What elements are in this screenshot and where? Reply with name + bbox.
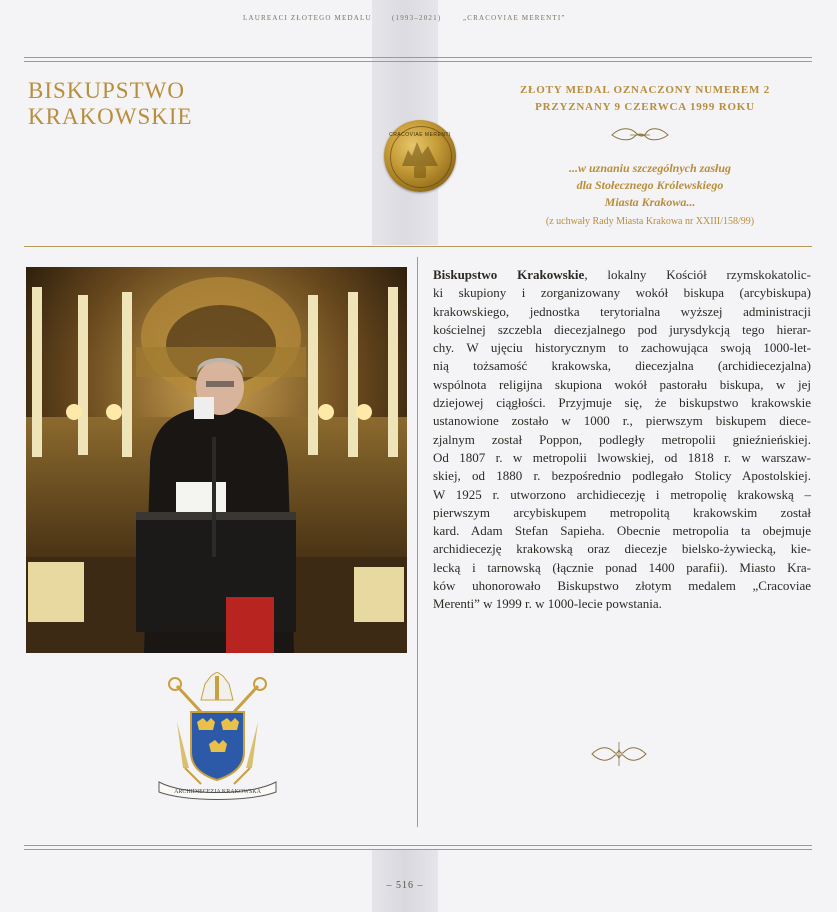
header-rule: [24, 57, 812, 62]
section-title-line-1: BISKUPSTWO: [28, 78, 185, 103]
article-line-4: kościelnej szczebla diecezjalnego pod jurysdykcją tego hierar-: [433, 321, 811, 337]
article-line-2: ki skupiony i zorganizowany wokół biskupa (arcybiskupa): [433, 285, 811, 301]
ornament-flourish-icon: [610, 125, 670, 145]
award-source: (z uchwały Rady Miasta Krakowa nr XXIII/158/99): [545, 216, 755, 227]
article-line-11: Od 1807 r. w metropolii lwowskiej, od 1818 r. w warszaw-: [433, 449, 811, 465]
section-title: [28, 78, 268, 130]
award-quote: [480, 160, 820, 211]
article-line-17: lecką i tarnowską (łącznie ponad 1400 parafii). Miasto Kra-: [433, 559, 811, 575]
article-line-12: skiej, od 1880 r. bezpośrednio podlegało Stolicy Apostolskiej.: [433, 468, 811, 484]
article-line-14: pierwszym arcybiskupem metropolitą krakowskim został: [433, 504, 811, 520]
award-quote-line-2: dla Stołecznego Królewskiego: [576, 178, 724, 192]
article-line-13: W 1925 r. utworzono archidiecezję i metropolię krakowską –: [433, 486, 811, 502]
article-line-8: dziejowej ciągłości. Przyjmuje się, że biskupstwo krakowskie: [433, 395, 811, 411]
article-line-18: ków uhonorowało Biskupstwo złotym medalem „Cracoviae: [433, 578, 811, 594]
footer-rule: [24, 845, 812, 850]
award-quote-line-1: ...w uznaniu szczególnych zasług: [568, 161, 732, 175]
article-body: [433, 266, 811, 614]
page-number: – 516 –: [386, 880, 424, 891]
article-line-7: wspólnota religijna skupiona wokół pastorału biskupa, w jej: [433, 376, 811, 392]
coat-ribbon-text: ARCHIDIECEZJA KRAKOWSKA: [174, 789, 261, 795]
running-head: [0, 14, 837, 28]
award-quote-line-3: Miasta Krakowa...: [604, 195, 696, 209]
running-head-left: LAUREACI ZŁOTEGO MEDALU: [243, 14, 372, 22]
photo-scene: [26, 267, 407, 653]
award-title: [470, 82, 820, 116]
article-lead: Biskupstwo Krakowskie: [433, 267, 585, 282]
medal-relief-icon: [384, 120, 456, 192]
column-divider: [417, 257, 418, 827]
article-line-19: Merenti” w 1999 r. w 1000-lecie powstania.: [433, 596, 662, 612]
cardinal-photo: [26, 267, 407, 653]
article-line-15: kard. Adam Stefan Sapieha. Obecnie metropolia ta obejmuje: [433, 523, 811, 539]
running-head-right: „CRACOVIAE MERENTI”: [463, 14, 566, 22]
article-line-5: chy. W ujęciu historycznym to zachowująca swoją 1000-let-: [433, 340, 811, 356]
article-line-10: zjalnym został Poppon, podległy metropolii gnieźnieńskiej.: [433, 431, 811, 447]
article-line-9: ustanowione zostało w 1000 r., pierwszym biskupem diece-: [433, 413, 811, 429]
gold-medal-image: [384, 120, 456, 192]
article-line-3: krakowskiego, jednostka terytorialna wyższej administracji: [433, 303, 811, 319]
award-title-line-1: ZŁOTY MEDAL OZNACZONY NUMEREM 2: [519, 84, 771, 96]
archdiocese-coat-of-arms-icon: [155, 672, 280, 802]
section-title-line-2: KRAKOWSKIE: [28, 104, 193, 129]
article-line-1: , lokalny Kościół rzymskokatolic-: [584, 267, 811, 282]
ornament-end-icon: [590, 740, 648, 768]
medal-caption: CRACOVIAE MERENTI: [389, 132, 451, 138]
running-head-middle: (1993–2021): [392, 14, 442, 22]
award-title-line-2: PRZYZNANY 9 CZERWCA 1999 ROKU: [535, 101, 755, 113]
section-rule: [24, 246, 812, 247]
article-line-16: archidiecezję krakowską oraz diecezje bielsko-żywiecką, kie-: [433, 541, 811, 557]
article-line-6: nią tożsamość krakowska, diecezjalna (archidiecezjalna): [433, 358, 811, 374]
